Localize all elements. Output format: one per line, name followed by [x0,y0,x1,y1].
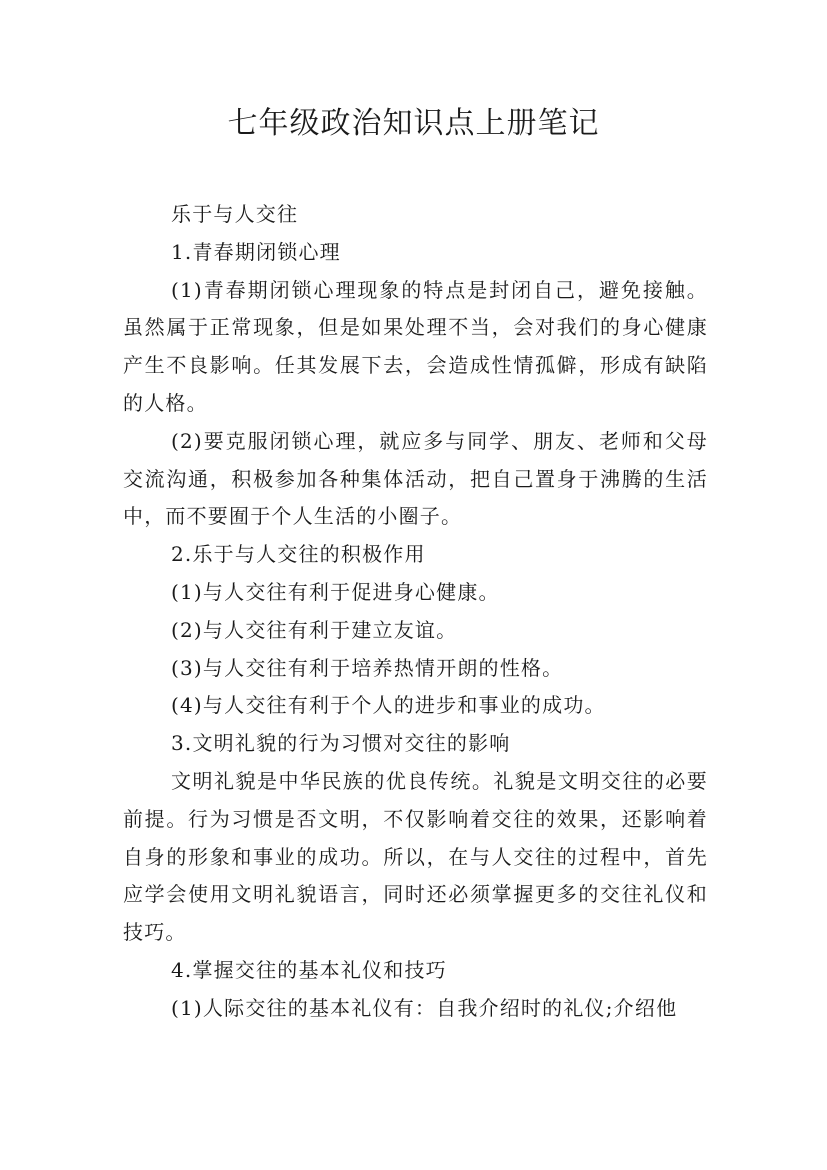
list-item: (4)与人交往有利于个人的进步和事业的成功。 [171,693,606,718]
document-body [123,196,708,1028]
list-item: (2)与人交往有利于建立友谊。 [171,617,458,642]
section-heading: 乐于与人交往 [171,202,299,226]
body-paragraph: (2)要克服闭锁心理，就应多与同学、朋友、老师和父母交流沟通，积极参加各种集体活动，把自己置身于沸腾的生活中，而不要囿于个人生活的小圈子。 [123,428,708,529]
subsection-heading: 1.青春期闭锁心理 [171,239,341,264]
subsection-heading: 2.乐于与人交往的积极作用 [171,542,426,567]
subsection-heading: 3.文明礼貌的行为习惯对交往的影响 [171,731,511,756]
body-paragraph: (1)人际交往的基本礼仪有：自我介绍时的礼仪;介绍他 [171,995,678,1020]
list-item: (3)与人交往有利于培养热情开朗的性格。 [171,655,564,680]
list-item: (1)与人交往有利于促进身心健康。 [171,579,500,604]
body-paragraph: (1)青春期闭锁心理现象的特点是封闭自己，避免接触。虽然属于正常现象，但是如果处理不当，会对我们的身心健康产生不良影响。任其发展下去，会造成性情孤僻，形成有缺陷的人格。 [123,277,708,415]
document-title: 七年级政治知识点上册笔记 [227,106,600,141]
subsection-heading: 4.掌握交往的基本礼仪和技巧 [171,957,447,982]
body-paragraph: 文明礼貌是中华民族的优良传统。礼貌是文明交往的必要前提。行为习惯是否文明，不仅影响着交往的效果，还影响着自身的形象和事业的成功。所以，在与人交往的过程中，首先应学会使用文明礼貌语言，同时还必须掌握更多的交往礼仪和技巧。 [123,768,708,945]
